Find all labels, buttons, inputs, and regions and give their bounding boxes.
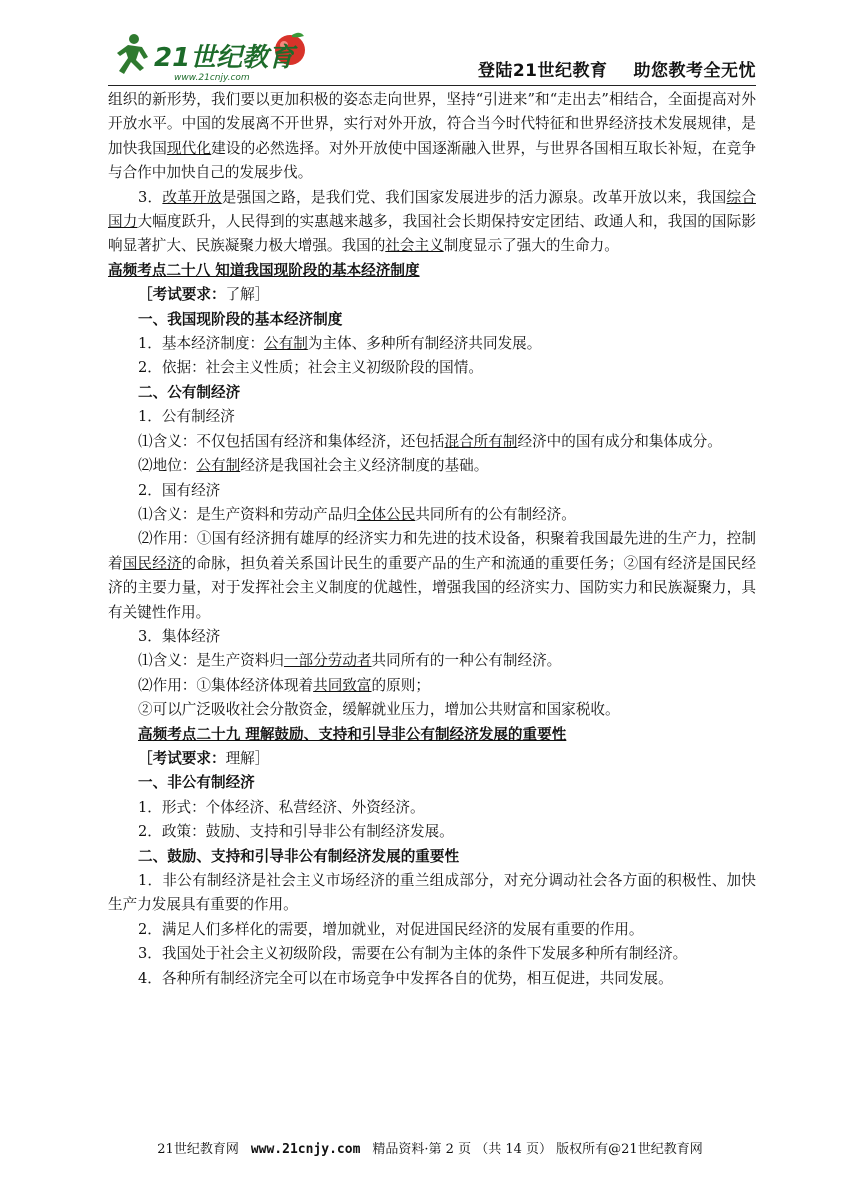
paragraph: ⑴含义：是生产资料归一部分劳动者共同所有的一种公有制经济。	[138, 652, 562, 670]
logo-text: 21世纪教育	[154, 43, 295, 73]
subheading: 一、我国现阶段的基本经济制度	[138, 310, 343, 328]
paragraph: 3．我国处于社会主义初级阶段，需要在公有制为主体的条件下发展多种所有制经济。	[138, 945, 688, 963]
paragraph: 2．国有经济	[138, 481, 221, 499]
paragraph: 3．改革开放是强国之路，是我们党、我们国家发展进步的活力源泉。改革开放以来，我国综合国力大幅度跃升，人民得到的实惠越来越多，我国社会长期保持安定团结、政通人和，我国的国际影响显著扩大、民族凝聚力极大增强。我国的社会主义制度显示了强大的生命力。	[108, 188, 756, 255]
exam-requirement: ［考试要求：了解］	[138, 286, 270, 304]
section-heading: 高频考点二十八 知道我国现阶段的基本经济制度	[108, 261, 420, 279]
document-body	[108, 88, 756, 991]
footer-right: 精品资料·第 2 页 （共 14 页） 版权所有@21世纪教育网	[372, 1142, 703, 1157]
paragraph: ⑵作用：①国有经济拥有雄厚的经济实力和先进的技术设备，积聚着我国最先进的生产力，控制着国民经济的命脉，担负着关系国计民生的重要产品的生产和流通的重要任务；②国有经济是国民经济的主要力量，对于发挥社会主义制度的优越性，增强我国的经济实力、国防实力和民族凝聚力，具有关键性作用。	[108, 530, 756, 621]
paragraph: ⑵地位：公有制经济是我国社会主义经济制度的基础。	[138, 457, 489, 475]
footer-site-link[interactable]: www.21cnjy.com	[250, 1142, 361, 1157]
subheading: 二、鼓励、支持和引导非公有制经济发展的重要性	[138, 847, 460, 865]
paragraph: 4．各种所有制经济完全可以在市场竞争中发挥各自的优势，相互促进，共同发展。	[138, 969, 673, 987]
paragraph: 组织的新形势，我们要以更加积极的姿态走向世界，坚持“引进来”和“走出去”相结合，全面提高对外开放水平。中国的发展离不开世界，实行对外开放，符合当今时代特征和世界经济技术发展规律，是加快我国现代化建设的必然选择。对外开放使中国逐渐融入世界，与世界各国相互取长补短，在竞争与合作中加快自己的发展步伐。	[108, 91, 756, 182]
subheading: 二、公有制经济	[138, 383, 241, 401]
subheading: 一、非公有制经济	[138, 774, 255, 792]
runner-icon	[117, 34, 148, 74]
paragraph: ⑵作用：①集体经济体现着共同致富的原则；	[138, 676, 430, 694]
paragraph: 1．公有制经济	[138, 408, 235, 426]
page-footer	[0, 1138, 860, 1157]
paragraph: 1．基本经济制度：公有制为主体、多种所有制经济共同发展。	[138, 335, 542, 353]
paragraph: 1．形式：个体经济、私营经济、外资经济。	[138, 798, 425, 816]
header-divider	[108, 85, 756, 86]
footer-left: 21世纪教育网	[157, 1142, 239, 1157]
21cnjy-logo	[114, 30, 314, 84]
paragraph: ②可以广泛吸收社会分散资金，缓解就业压力，增加公共财富和国家税收。	[138, 701, 620, 719]
header-slogan	[452, 56, 756, 81]
paragraph: 1．非公有制经济是社会主义市场经济的重兰组成部分，对充分调动社会各方面的积极性、加快生产力发展具有重要的作用。	[108, 872, 756, 914]
paragraph: 3．集体经济	[138, 627, 221, 645]
slogan-left: 登陆21世纪教育	[477, 61, 608, 81]
page-header	[108, 28, 756, 86]
logo-url: www.21cnjy.com	[174, 73, 250, 83]
paragraph: ⑴含义：不仅包括国有经济和集体经济，还包括混合所有制经济中的国有成分和集体成分。	[138, 432, 722, 450]
paragraph: 2．满足人们多样化的需要，增加就业，对促进国民经济的发展有重要的作用。	[138, 920, 644, 938]
slogan-right: 助您教考全无忧	[633, 61, 756, 81]
paragraph: ⑴含义：是生产资料和劳动产品归全体公民共同所有的公有制经济。	[138, 505, 576, 523]
exam-requirement: ［考试要求：理解］	[138, 749, 270, 767]
paragraph: 2．依据：社会主义性质；社会主义初级阶段的国情。	[138, 359, 483, 377]
section-heading: 高频考点二十九 理解鼓励、支持和引导非公有制经济发展的重要性	[138, 725, 567, 743]
paragraph: 2．政策：鼓励、支持和引导非公有制经济发展。	[138, 823, 454, 841]
